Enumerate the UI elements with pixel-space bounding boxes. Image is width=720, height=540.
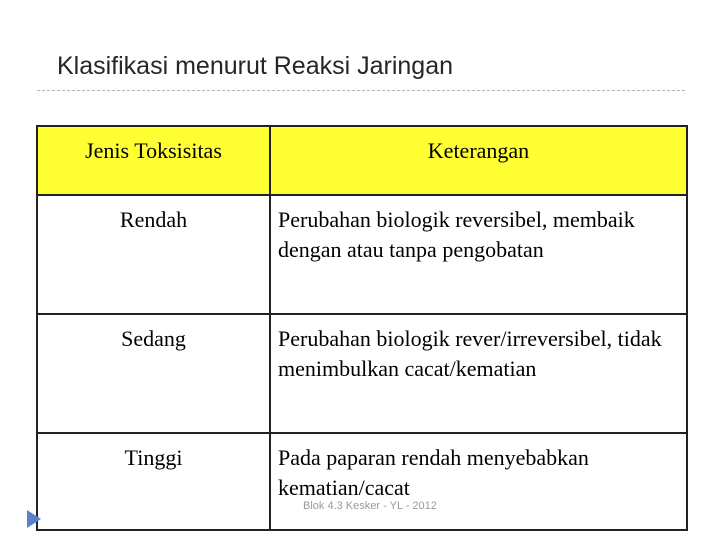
header-jenis-toksisitas: Jenis Toksisitas <box>37 126 270 195</box>
table-header-row <box>37 126 687 195</box>
slide-title: Klasifikasi menurut Reaksi Jaringan <box>57 52 454 80</box>
slide-footer: Blok 4.3 Kesker - YL - 2012 <box>300 500 440 512</box>
row-description-cell: Perubahan biologik reversibel, membaik dengan atau tanpa pengobatan <box>270 195 687 314</box>
toxicity-table <box>36 125 688 531</box>
row-level-cell: Tinggi <box>37 433 270 530</box>
row-description-cell: Pada paparan rendah menyebabkan kematian/cacat <box>270 433 687 530</box>
table-row <box>37 195 687 314</box>
header-keterangan: Keterangan <box>270 126 687 195</box>
table-row <box>37 314 687 433</box>
title-divider <box>37 90 685 91</box>
row-level-cell: Sedang <box>37 314 270 433</box>
row-level-cell: Rendah <box>37 195 270 314</box>
toxicity-table-container <box>36 125 686 509</box>
arrow-icon <box>27 510 41 528</box>
table-row <box>37 433 687 530</box>
row-description-cell: Perubahan biologik rever/irreversibel, tidak menimbulkan cacat/kematian <box>270 314 687 433</box>
